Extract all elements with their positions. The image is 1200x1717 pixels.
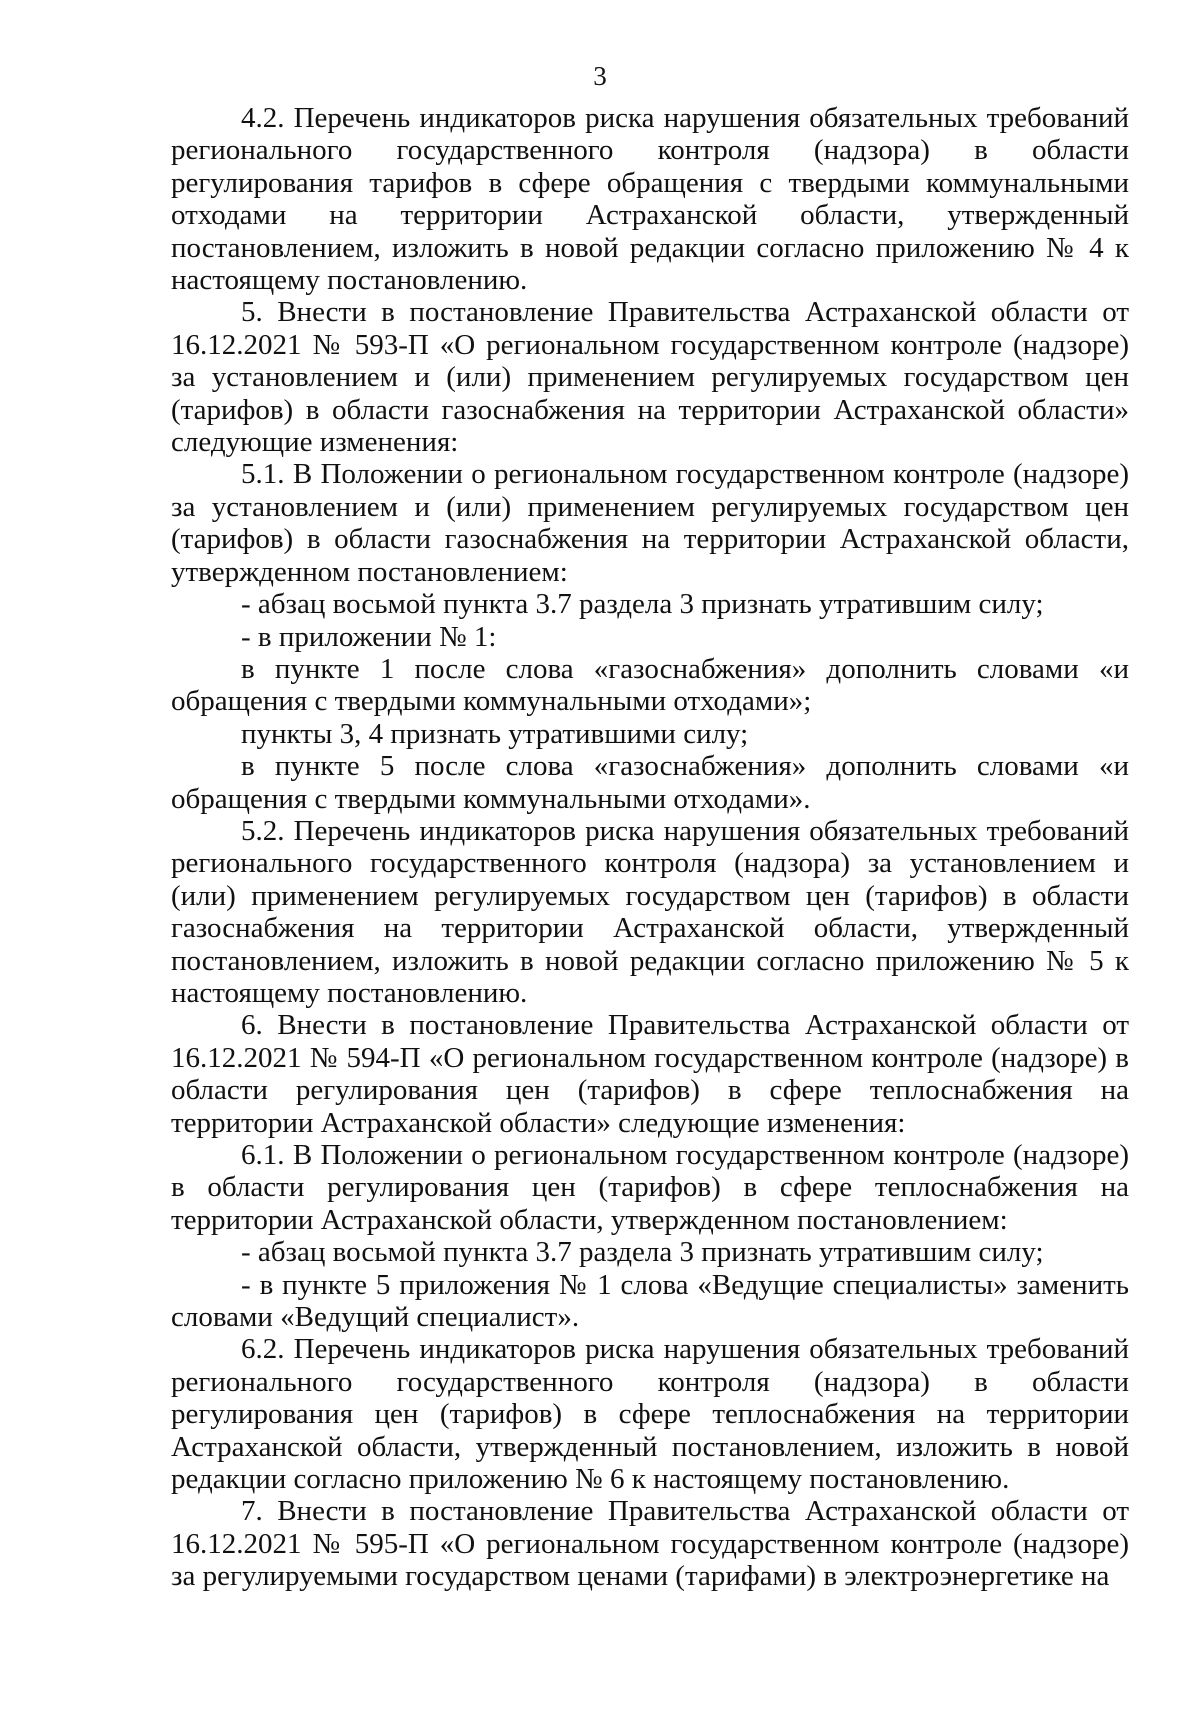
paragraph-6: 6. Внести в постановление Правительства Астраханской области от 16.12.2021 № 594-П «О региональном государственном контроле (надзоре) в области регулирования цен (тарифов) в сфере теплоснабжения на территории Астраханской области» следующие изменения: [171, 1009, 1129, 1139]
paragraph-4-2: 4.2. Перечень индикаторов риска нарушения обязательных требований регионального государственного контроля (надзора) в области регулирования тарифов в сфере обращения с твердыми коммунальными отходами на территории Астраханской области, утвержденный постановлением, изложить в новой редакции согласно приложению № 4 к настоящему постановлению. [171, 102, 1129, 297]
paragraph-5-1: 5.1. В Положении о региональном государственном контроле (надзоре) за установлением и (или) применением регулируемых государством цен (тарифов) в области газоснабжения на территории Астраханской области, утвержденном постановлением: [171, 458, 1129, 588]
paragraph-7: 7. Внести в постановление Правительства Астраханской области от 16.12.2021 № 595-П «О региональном государственном контроле (надзоре) за регулируемыми государством ценами (тарифами) в электроэнергетике на [171, 1495, 1129, 1593]
document-body [171, 102, 1129, 1593]
paragraph-6-1-item-2: - в пункте 5 приложения № 1 слова «Ведущие специалисты» заменить словами «Ведущий специалист». [171, 1268, 1129, 1334]
paragraph-6-1-item-1: - абзац восьмой пункта 3.7 раздела 3 признать утратившим силу; [241, 1236, 1044, 1269]
paragraph-5: 5. Внести в постановление Правительства Астраханской области от 16.12.2021 № 593-П «О региональном государственном контроле (надзоре) за установлением и (или) применением регулируемых государством цен (тарифов) в области газоснабжения на территории Астраханской области» следующие изменения: [171, 296, 1129, 459]
paragraph-5-1-subitem-3: в пункте 5 после слова «газоснабжения» дополнить словами «и обращения с твердыми коммунальными отходами». [171, 750, 1129, 815]
paragraph-6-1: 6.1. В Положении о региональном государственном контроле (надзоре) в области регулирования цен (тарифов) в сфере теплоснабжения на территории Астраханской области, утвержденном постановлением: [171, 1139, 1129, 1236]
paragraph-5-2: 5.2. Перечень индикаторов риска нарушения обязательных требований регионального государственного контроля (надзора) за установлением и (или) применением регулируемых государством цен (тарифов) в области газоснабжения на территории Астраханской области, утвержденный постановлением, изложить в новой редакции согласно приложению № 5 к настоящему постановлению. [171, 814, 1129, 1009]
paragraph-6-2: 6.2. Перечень индикаторов риска нарушения обязательных требований регионального государственного контроля (надзора) в области регулирования цен (тарифов) в сфере теплоснабжения на территории Астраханской области, утвержденный постановлением, изложить в новой редакции согласно приложению № 6 к настоящему постановлению. [171, 1333, 1129, 1496]
paragraph-5-1-item-1: - абзац восьмой пункта 3.7 раздела 3 признать утратившим силу; [241, 588, 1044, 621]
paragraph-5-1-item-2: - в приложении № 1: [241, 620, 497, 653]
paragraph-5-1-subitem-2: пункты 3, 4 признать утратившими силу; [241, 717, 749, 750]
page-number: 3 [593, 61, 607, 91]
paragraph-5-1-subitem-1: в пункте 1 после слова «газоснабжения» дополнить словами «и обращения с твердыми коммунальными отходами»; [171, 652, 1129, 718]
